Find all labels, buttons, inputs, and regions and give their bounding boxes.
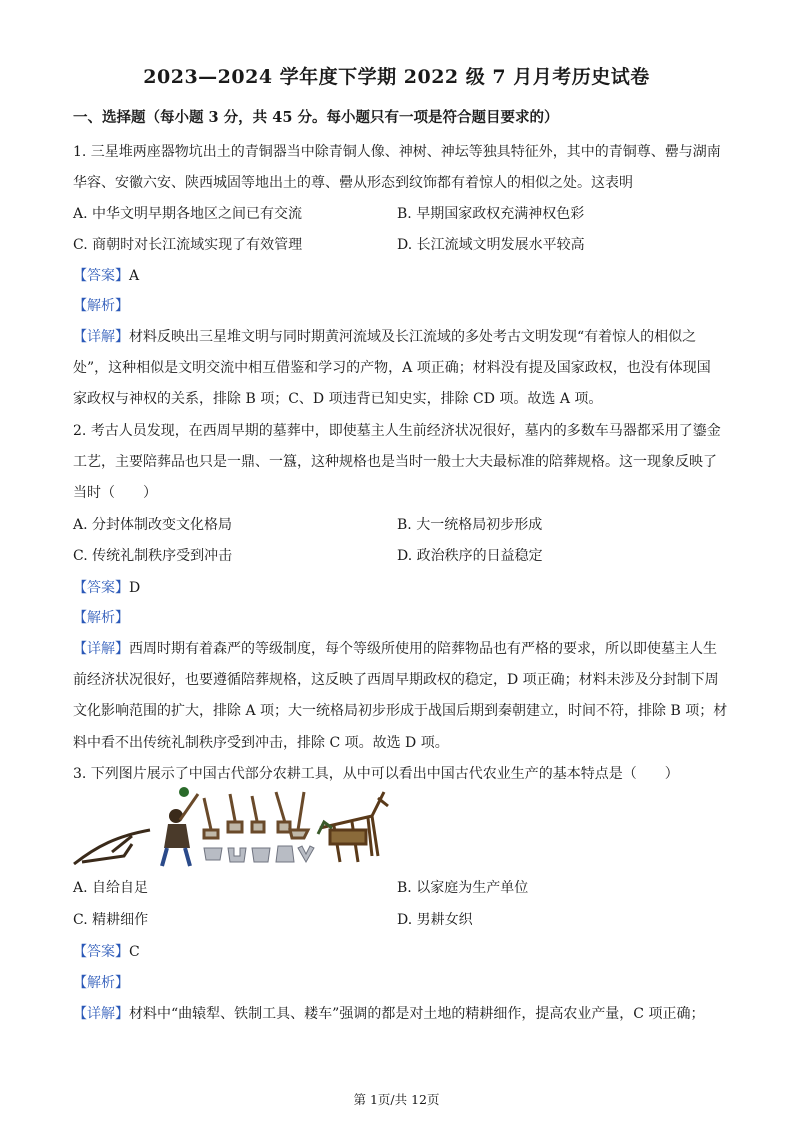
detail-text: 西周时期有着森严的等级制度，每个等级所使用的陪葬物品也有严格的要求，所以即使墓主人生: [129, 641, 717, 657]
q1-analysis-tag: 【解析】: [73, 298, 129, 314]
q1-stem-line: 华容、安徽六安、陕西城固等地出土的尊、罍从形态到纹饰都有着惊人的相似之处。这表明: [73, 175, 633, 191]
q1-option-a: A. 中华文明早期各地区之间已有交流: [73, 206, 303, 222]
q2-stem-line: 2. 考古人员发现，在西周早期的墓葬中，即使墓主人生前经济状况很好，墓内的多数车马器都采用了鎏金: [73, 423, 721, 439]
detail-tag: 【详解】: [73, 329, 129, 345]
q2-option-b: B. 大一统格局初步形成: [397, 517, 543, 533]
q2-option-c: C. 传统礼制秩序受到冲击: [73, 548, 233, 564]
q3-answer: [73, 941, 140, 961]
iron-blades-icon: [204, 846, 314, 862]
q1-stem-line: 1. 三星堆两座器物坑出土的青铜器当中除青铜人像、神树、神坛等独具特征外，其中的青铜尊、罍与湖南: [73, 144, 721, 160]
q2-stem-line: 工艺，主要陪葬品也只是一鼎、一簋，这种规格也是当时一般士大夫最标准的陪葬规格。这一现象反映了: [73, 454, 717, 470]
q3-option-d: D. 男耕女织: [397, 912, 473, 928]
curved-plough-icon: [74, 830, 150, 864]
answer-value: C: [129, 944, 140, 960]
q2-option-a: A. 分封体制改变文化格局: [73, 517, 233, 533]
farming-tools-illustration: [72, 786, 392, 868]
detail-tag: 【详解】: [73, 1006, 129, 1022]
q2-analysis-tag: 【解析】: [73, 610, 129, 626]
q1-detail-line: 家政权与神权的关系，排除 B 项；C、D 项违背已知史实，排除 CD 项。故选 A 项。: [73, 391, 603, 407]
q3-option-a: A. 自给自足: [73, 880, 149, 896]
seed-drill-icon: [318, 792, 388, 862]
detail-tag: 【详解】: [73, 641, 129, 657]
iron-tools-icon: [204, 792, 308, 838]
farmer-icon: [162, 787, 198, 866]
q3-option-b: B. 以家庭为生产单位: [397, 880, 529, 896]
q3-detail-line: [73, 1003, 704, 1023]
exam-title: 2023—2024 学年度下学期 2022 级 7 月月考历史试卷: [143, 66, 650, 88]
q3-analysis-tag: 【解析】: [73, 975, 129, 991]
q2-detail-line: [73, 638, 717, 658]
q2-answer: [73, 577, 140, 597]
detail-text: 材料中“曲辕犁、铁制工具、耧车”强调的都是对土地的精耕细作，提高农业产量，C 项正确；: [129, 1006, 705, 1022]
q2-option-d: D. 政治秩序的日益稳定: [397, 548, 543, 564]
q3-option-c: C. 精耕细作: [73, 912, 149, 928]
answer-tag: 【答案】: [73, 580, 129, 596]
detail-text: 材料反映出三星堆文明与同时期黄河流域及长江流域的多处考古文明发现“有着惊人的相似之: [129, 329, 697, 345]
answer-tag: 【答案】: [73, 944, 129, 960]
page-footer: 第 1页/共 12页: [353, 1092, 440, 1107]
q2-detail-line: 前经济状况很好，也要遵循陪葬规格，这反映了西周早期政权的稳定，D 项正确；材料未涉及分封制下周: [73, 672, 719, 688]
q1-option-c: C. 商朝时对长江流域实现了有效管理: [73, 237, 303, 253]
q1-answer: [73, 265, 139, 285]
section-heading: 一、选择题（每小题 3 分，共 45 分。每小题只有一项是符合题目要求的）: [73, 109, 559, 126]
q1-detail-line: [73, 326, 696, 346]
answer-value: A: [129, 268, 140, 284]
q1-option-d: D. 长江流域文明发展水平较高: [397, 237, 585, 253]
q1-option-b: B. 早期国家政权充满神权色彩: [397, 206, 585, 222]
q1-detail-line: 处”，这种相似是文明交流中相互借鉴和学习的产物，A 项正确；材料没有提及国家政权，也没有体现国: [73, 360, 711, 376]
q2-detail-line: 料中看不出传统礼制秩序受到冲击，排除 C 项。故选 D 项。: [73, 735, 449, 751]
q3-stem-line: 3. 下列图片展示了中国古代部分农耕工具，从中可以看出中国古代农业生产的基本特点是（ ）: [73, 766, 679, 782]
answer-value: D: [129, 580, 141, 596]
q2-stem-line: 当时（ ）: [73, 485, 157, 501]
answer-tag: 【答案】: [73, 268, 129, 284]
q2-detail-line: 文化影响范围的扩大，排除 A 项；大一统格局初步形成于战国后期到秦朝建立，时间不符，排除 B 项；材: [73, 703, 728, 719]
